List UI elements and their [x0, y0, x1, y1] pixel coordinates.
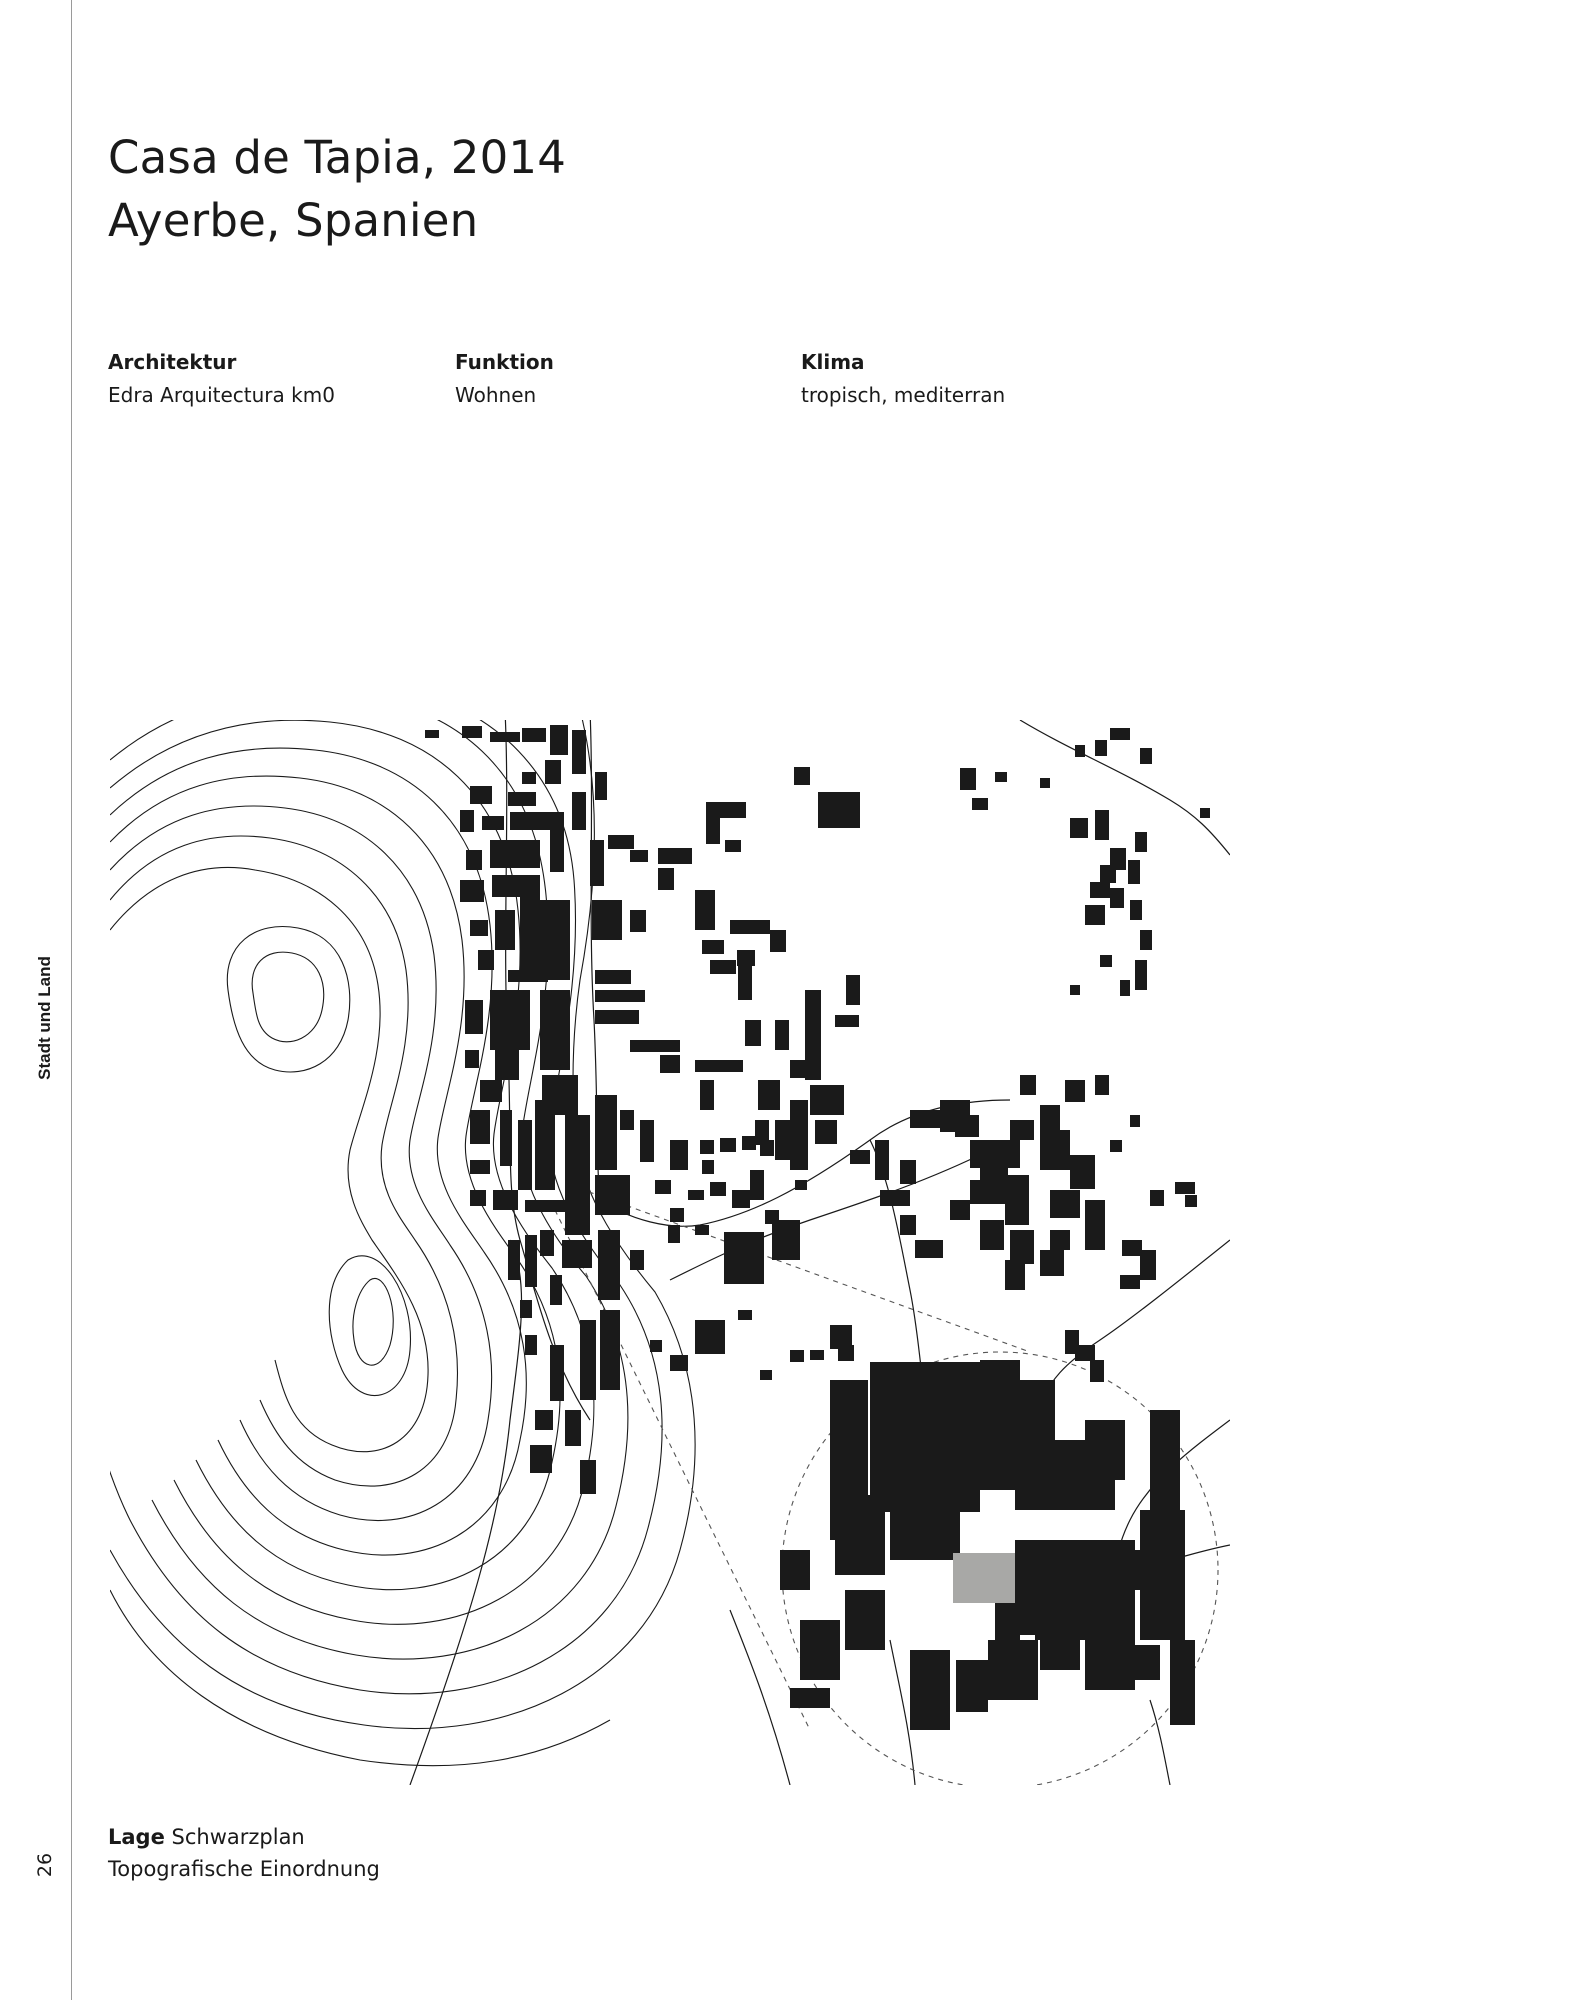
- meta-label: Funktion: [455, 350, 554, 374]
- meta-label: Architektur: [108, 350, 237, 374]
- meta-architektur: [108, 346, 335, 412]
- caption-text: Schwarzplan: [171, 1825, 305, 1849]
- section-label: Stadt und Land: [35, 956, 54, 1080]
- caption-line-1: [108, 1821, 380, 1853]
- figure-caption: [108, 1821, 380, 1885]
- meta-label: Klima: [801, 350, 865, 374]
- figure-ground-map: [110, 720, 1230, 1785]
- page-title: [108, 126, 566, 252]
- meta-klima: [801, 346, 1005, 412]
- page-margin-rule: [71, 0, 72, 2000]
- meta-value: Wohnen: [455, 383, 537, 407]
- caption-line-2: Topografische Einordnung: [108, 1857, 380, 1881]
- meta-value: Edra Arquitectura km0: [108, 383, 335, 407]
- caption-label: Lage: [108, 1825, 165, 1849]
- highlighted-plot: [953, 1553, 1015, 1603]
- meta-value: tropisch, mediterran: [801, 383, 1006, 407]
- meta-funktion: [455, 346, 554, 412]
- title-location: Ayerbe, Spanien: [108, 194, 479, 247]
- title-project: Casa de Tapia, 2014: [108, 131, 567, 184]
- page-number: 26: [34, 1852, 56, 1878]
